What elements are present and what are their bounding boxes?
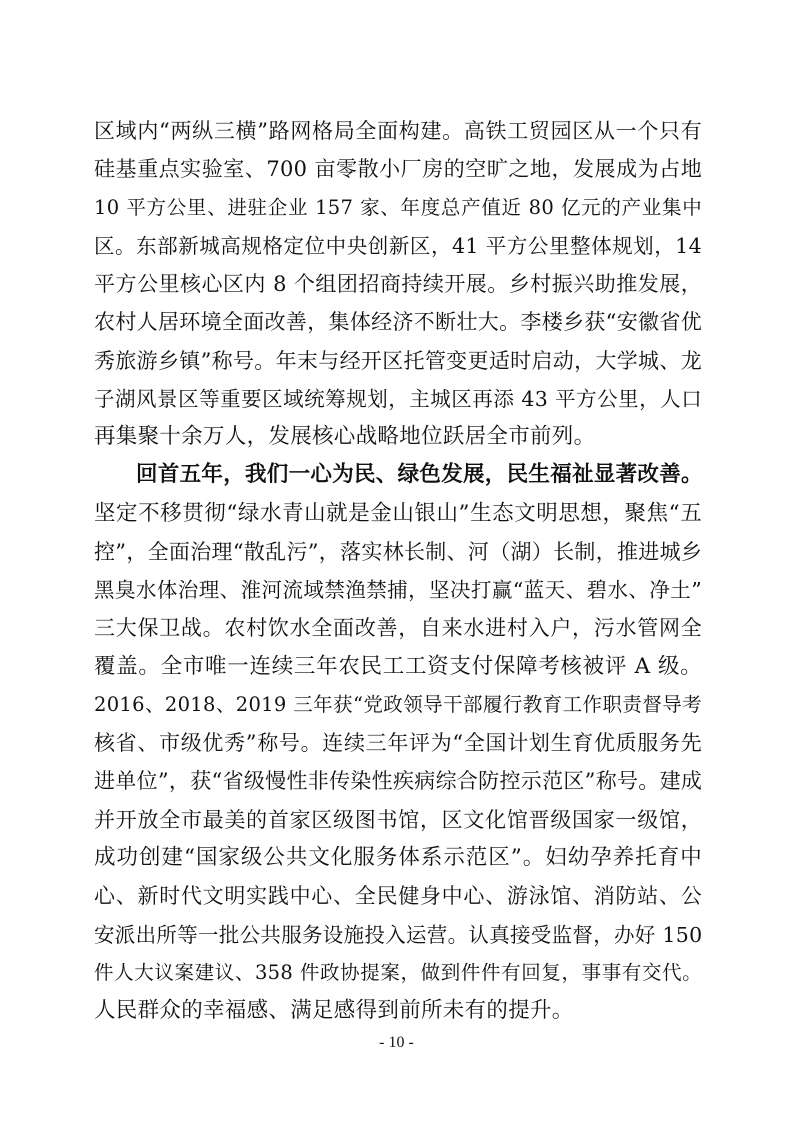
page-number: - 10 - — [379, 1034, 414, 1051]
body-text-line: 件人大议案建议、358 件政协提案，做到件件有回复，事事有交代。 — [94, 960, 702, 984]
body-text-line: 进单位”，获“省级慢性非传染性疾病综合防控示范区”称号。建成 — [94, 769, 703, 794]
body-text-line: 黑臭水体治理、淮河流域禁渔禁捕，坚决打赢“蓝天、碧水、净土” — [94, 578, 702, 603]
body-text-line: 区。东部新城高规格定位中央创新区，41 平方公里整体规划，14 — [94, 233, 702, 258]
body-text-line: 平方公里核心区内 8 个组团招商持续开展。乡村振兴助推发展， — [94, 272, 702, 296]
body-text-line: 再集聚十余万人，发展核心战略地位跃居全市前列。 — [94, 424, 596, 450]
body-text-line: 秀旅游乡镇”称号。年末与经开区托管变更适时启动，大学城、龙 — [94, 348, 702, 373]
body-text-line: 子湖风景区等重要区域统筹规划，主城区再添 43 平方公里，人口 — [94, 386, 702, 411]
body-text-line: 心、新时代文明实践中心、全民健身中心、游泳馆、消防站、公 — [94, 884, 702, 909]
body-text-line: 安派出所等一批公共服务设施投入运营。认真接受监督，办好 150 — [94, 922, 703, 947]
body-text-line: 并开放全市最美的首家区级图书馆，区文化馆晋级国家一级馆， — [94, 807, 702, 832]
body-text-line: 2016、2018、2019 三年获“党政领导干部履行教育工作职责督导考 — [94, 692, 702, 716]
body-text-line: 成功创建“国家级公共文化服务体系示范区”。妇幼孕养托育中 — [94, 845, 702, 870]
section-heading: 回首五年，我们一心为民、绿色发展，民生福祉显著改善。 — [136, 462, 703, 488]
body-text-line: 三大保卫战。农村饮水全面改善，自来水进村入户，污水管网全 — [94, 616, 702, 641]
body-text-line: 硅基重点实验室、700 亩零散小厂房的空旷之地，发展成为占地 — [94, 157, 702, 182]
body-text-line: 人民群众的幸福感、满足感得到前所未有的提升。 — [94, 998, 574, 1023]
body-text-line: 控”，全面治理“散乱污”，落实林长制、河（湖）长制，推进城乡 — [94, 539, 703, 564]
body-text-line: 10 平方公里、进驻企业 157 家、年度总产值近 80 亿元的产业集中 — [94, 195, 702, 219]
body-text-line: 覆盖。全市唯一连续三年农民工工资支付保障考核被评 A 级。 — [94, 653, 702, 679]
body-text-line: 农村人居环境全面改善，集体经济不断壮大。李楼乡获“安徽省优 — [94, 310, 702, 335]
body-text-line: 核省、市级优秀”称号。连续三年评为“全国计划生育优质服务先 — [94, 731, 702, 756]
body-text-line: 区域内“两纵三横”路网格局全面构建。高铁工贸园区从一个只有 — [94, 119, 702, 143]
body-text-line: 坚定不移贯彻“绿水青山就是金山银山”生态文明思想，聚焦“五 — [94, 500, 702, 526]
